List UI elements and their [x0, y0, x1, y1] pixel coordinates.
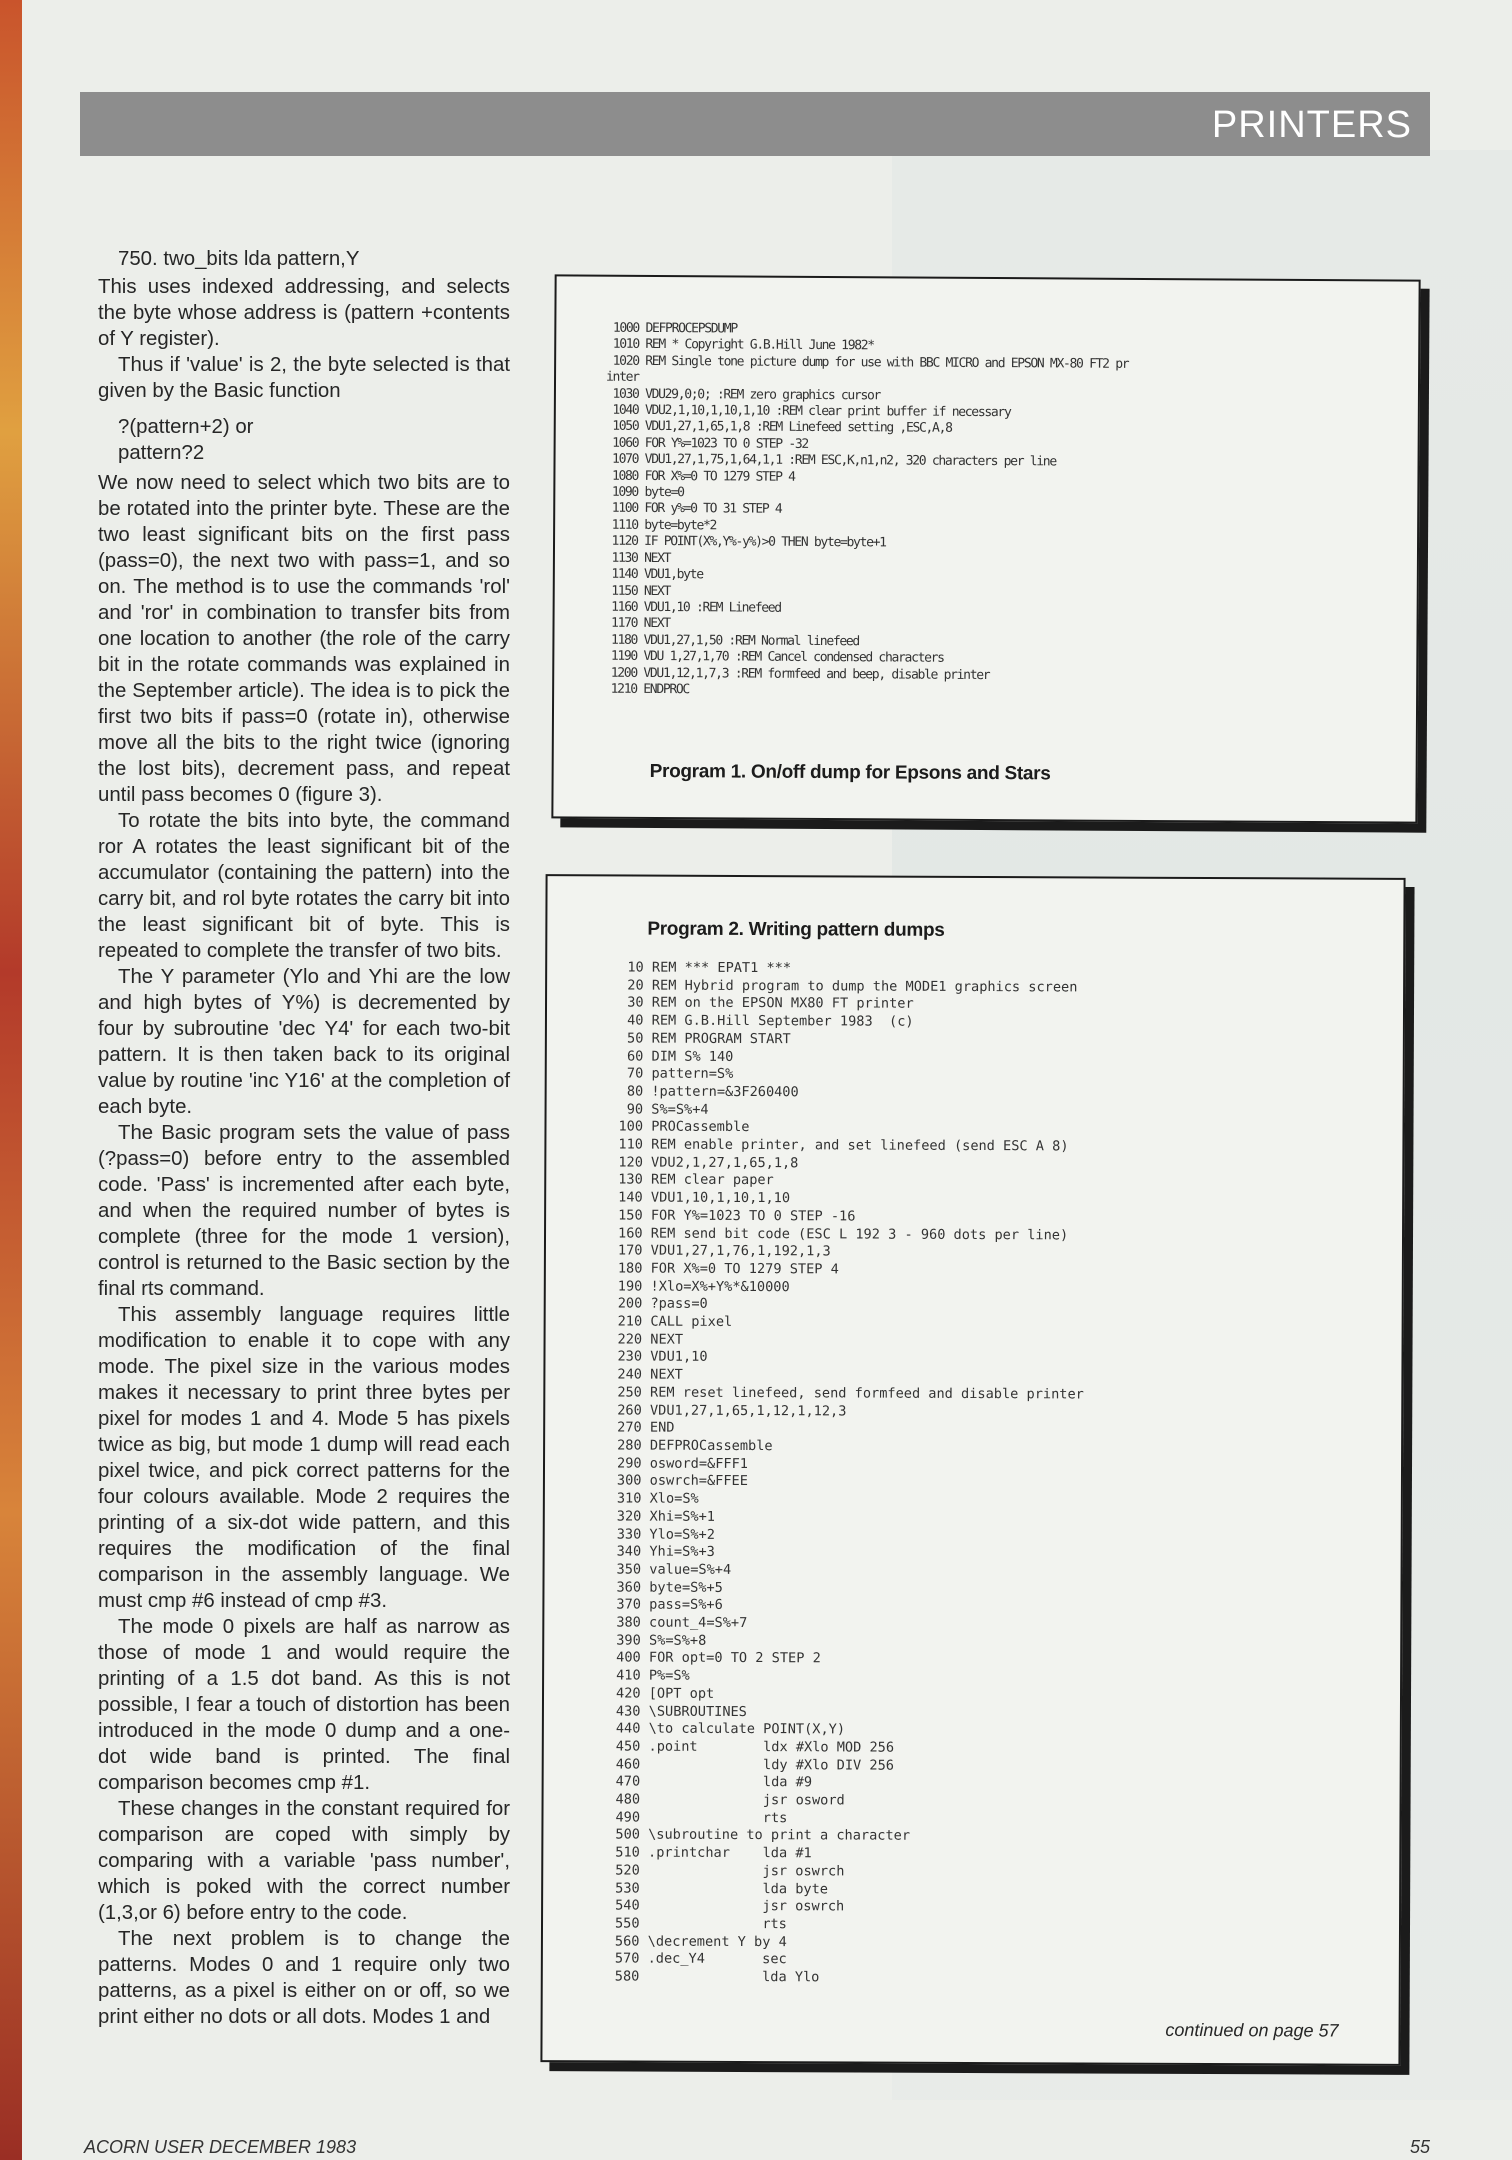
code-line: 1050 VDU1,27,1,65,1,8 :REM Linefeed setting ,ESC,A,8 [605, 419, 952, 437]
code-line: 230 VDU1,10 [617, 1348, 708, 1366]
code-line: 1080 FOR X%=0 TO 1279 STEP 4 [605, 468, 795, 485]
code-line: 550 rts [614, 1915, 787, 1933]
code-line: 1110 byte=byte*2 [605, 517, 717, 534]
code-line: 480 jsr osword [615, 1791, 845, 1809]
code-line: 80 !pattern=&3F260400 [618, 1083, 799, 1101]
code-line: 390 S%=S%+8 [616, 1632, 707, 1649]
section-header-bar [80, 92, 1430, 156]
code-line: 520 jsr oswrch [615, 1862, 845, 1880]
code-line: 220 NEXT [617, 1331, 684, 1348]
code-line: 270 END [617, 1419, 675, 1436]
article-paragraph: Thus if 'value' is 2, the byte selected is that given by the Basic function [98, 354, 510, 402]
code-line: 580 lda Ylo [614, 1968, 820, 1986]
code-line: 1030 VDU29,0;0; :REM zero graphics cursor [605, 386, 881, 403]
code-line: 1210 ENDPROC [604, 681, 690, 698]
program-2-code [615, 959, 1086, 1988]
code-line: 1100 FOR y%=0 TO 31 STEP 4 [605, 501, 782, 518]
code-line: 1060 FOR Y%=1023 TO 0 STEP -32 [605, 435, 809, 452]
code-line: 160 REM send bit code (ESC L 192 3 - 960 dots per line) [617, 1224, 1069, 1243]
code-line: 130 REM clear paper [618, 1171, 774, 1189]
code-line: 530 lda byte [615, 1880, 829, 1897]
code-line: 1040 VDU2,1,10,1,10,1,10 :REM clear print buffer if necessary [605, 402, 1011, 421]
code-line: 350 value=S%+4 [616, 1561, 732, 1578]
code-line: 1020 REM Single tone picture dump for use with BBC MICRO and EPSON MX-80 FT2 pr [606, 353, 1129, 372]
code-line: 1180 VDU1,27,1,50 :REM Normal linefeed [604, 632, 860, 649]
code-line: 400 FOR opt=0 TO 2 STEP 2 [616, 1649, 821, 1667]
code-line: 210 CALL pixel [617, 1313, 733, 1331]
code-line: 300 oswrch=&FFEE [616, 1472, 748, 1490]
code-line: 1190 VDU 1,27,1,70 :REM Cancel condensed characters [604, 648, 944, 666]
footer-publication: ACORN USER DECEMBER 1983 [84, 2137, 357, 2157]
code-line: 40 REM G.B.Hill September 1983 (c) [618, 1012, 914, 1030]
code-line: 50 REM PROGRAM START [618, 1030, 791, 1048]
code-line: 360 byte=S%+5 [616, 1579, 723, 1596]
code-line: 120 VDU2,1,27,1,65,1,8 [618, 1154, 799, 1171]
code-line: 30 REM on the EPSON MX80 FT printer [619, 994, 914, 1013]
article-paragraph: The Y parameter (Ylo and Yhi are the low and high bytes of Y%) is decremented by four by subroutine 'dec Y4' for each two-bit pattern. It is then taken back to its original value by routine 'inc Y16' at the completion of each byte. [98, 966, 510, 1118]
program-1-code [604, 321, 1128, 702]
continued-note: continued on page 57 [1165, 2019, 1339, 2041]
code-line: 340 Yhi=S%+3 [616, 1543, 715, 1561]
code-line: 420 [OPT opt [615, 1685, 715, 1702]
code-line: 250 REM reset linefeed, send formfeed and disable printer [617, 1384, 1084, 1403]
article-code-line: pattern?2 [118, 442, 205, 464]
code-line: 1010 REM * Copyright G.B.Hill June 1982* [606, 337, 874, 354]
code-line: 90 S%=S%+4 [618, 1101, 709, 1118]
code-line: 1090 byte=0 [605, 484, 684, 501]
code-line: 1150 NEXT [604, 583, 671, 599]
code-line: 110 REM enable printer, and set linefeed (send ESC A 8) [618, 1136, 1069, 1155]
code-line: 510 .printchar lda #1 [615, 1844, 812, 1862]
code-line: inter [605, 369, 639, 386]
page-edge-decoration [0, 0, 22, 2160]
code-line: 70 pattern=S% [618, 1065, 734, 1083]
code-line: 430 \SUBROUTINES [615, 1702, 747, 1720]
code-line: 260 VDU1,27,1,65,1,12,1,12,3 [617, 1402, 847, 1420]
article-paragraph: This uses indexed addressing, and selects the byte whose address is (pattern +contents of Y register). [98, 276, 510, 350]
program-1-caption: Program 1. On/off dump for Epsons and Stars [649, 760, 1051, 785]
code-line: 290 osword=&FFF1 [616, 1455, 749, 1472]
article-paragraph: We now need to select which two bits are to be rotated into the printer byte. These are the two least significant bits on the first pass (pass=0), the next two with pass=1, and so on. The method is to use the commands 'rol' and 'ror' in combination to transfer bits from one location to another (the role of the carry bit in the rotate commands was explained in the September article). The idea is to pick the first two bits if pass=0 (rotate in), otherwise move all the bits to the right twice (ignoring the lost bits), decrement pass, and repeat until pass becomes 0 (figure 3). [98, 472, 510, 806]
code-line: 1120 IF POINT(X%,Y%-y%)>0 THEN byte=byte+1 [604, 533, 886, 551]
program-1-listing-box [551, 274, 1420, 823]
code-line: 370 pass=S%+6 [616, 1596, 723, 1614]
code-line: 380 count_4=S%+7 [616, 1614, 748, 1632]
article-paragraph: This assembly language requires little modification to enable it to cope with any mode. The pixel size in the various modes makes it necessary to print three bytes per pixel for modes 1 and 4. Mode 5 has pixels twice as big, but mode 1 dump will read each pixel twice, and pick correct patterns for the four colours available. Mode 2 requires the printing of a six-dot wide pattern, and this requires the modification of the final comparison in the assembly language. We must cmp #6 instead of cmp #3. [98, 1304, 510, 1612]
code-line: 440 \to calculate POINT(X,Y) [615, 1720, 846, 1738]
code-line: 190 !Xlo=X%+Y%*&10000 [617, 1278, 790, 1295]
code-line: 450 .point ldx #Xlo MOD 256 [615, 1738, 895, 1756]
code-line: 570 .dec_Y4 sec [614, 1950, 787, 1968]
code-line: 100 PROCassemble [618, 1118, 750, 1136]
article-paragraph: The next problem is to change the patterns. Modes 0 and 1 require only two patterns, as a pixel is either on or off, so we print either no dots or all dots. Modes 1 and [98, 1928, 510, 2028]
program-2-listing-box [540, 874, 1405, 2066]
code-line: 10 REM *** EPAT1 *** [619, 959, 792, 977]
article-column [98, 242, 510, 2030]
code-line: 1070 VDU1,27,1,75,1,64,1,1 :REM ESC,K,n1,n2, 320 characters per line [605, 451, 1056, 470]
article-paragraph: To rotate the bits into byte, the command ror A rotates the least significant bit of the accumulator (containing the pattern) into the carry bit, and rol byte rotates the carry bit into the least significant bit of byte. This is repeated to complete the transfer of two bits. [98, 810, 510, 962]
code-line: 540 jsr oswrch [615, 1897, 845, 1915]
code-line: 1200 VDU1,12,1,7,3 :REM formfeed and beep, disable printer [604, 665, 990, 683]
code-line: 170 VDU1,27,1,76,1,192,1,3 [617, 1242, 831, 1260]
article-paragraph: These changes in the constant required for comparison are coped with simply by comparing with a variable 'pass number', which is poked with the correct number (1,3,or 6) before entry to the code. [98, 1798, 510, 1924]
code-line: 140 VDU1,10,1,10,1,10 [618, 1189, 791, 1207]
code-line: 1170 NEXT [604, 615, 670, 632]
code-line: 280 DEFPROCassemble [617, 1437, 773, 1455]
article-paragraph: The Basic program sets the value of pass (?pass=0) before entry to the assembled code. 'Pass' is incremented after each byte, and when the required number of bytes is complete (three for the mode 1 version), control is returned to the Basic section by the final rts command. [98, 1122, 510, 1300]
code-line: 470 lda #9 [615, 1773, 813, 1791]
code-line: 310 Xlo=S% [616, 1490, 699, 1507]
code-line: 240 NEXT [617, 1366, 683, 1383]
article-paragraph: The mode 0 pixels are half as narrow as those of mode 1 and would require the printing of a 1.5 dot band. As this is not possible, I fear a touch of distortion has been introduced in the mode 0 dump and a one-dot wide band is printed. The final comparison becomes cmp #1. [98, 1616, 510, 1794]
code-line: 200 ?pass=0 [617, 1295, 708, 1313]
code-line: 460 ldy #Xlo DIV 256 [615, 1756, 895, 1774]
code-line: 150 FOR Y%=1023 TO 0 STEP -16 [618, 1207, 856, 1225]
article-code-line: ?(pattern+2) or [118, 416, 254, 438]
code-line: 1130 NEXT [604, 550, 671, 566]
code-line: 60 DIM S% 140 [618, 1047, 734, 1065]
code-line: 410 P%=S% [616, 1667, 690, 1684]
code-line: 560 \decrement Y by 4 [614, 1933, 787, 1950]
code-line: 490 rts [615, 1809, 788, 1826]
code-line: 20 REM Hybrid program to dump the MODE1 graphics screen [619, 977, 1078, 996]
section-title: PRINTERS [1211, 104, 1412, 146]
code-line: 330 Ylo=S%+2 [616, 1525, 715, 1543]
page-number: 55 [1410, 2137, 1431, 2157]
code-line: 180 FOR X%=0 TO 1279 STEP 4 [617, 1260, 839, 1278]
code-line: 500 \subroutine to print a character [615, 1826, 911, 1845]
program-2-caption: Program 2. Writing pattern dumps [647, 918, 945, 941]
code-line: 1160 VDU1,10 :REM Linefeed [604, 599, 781, 616]
code-line: 1000 DEFPROCEPSDUMP [606, 320, 737, 337]
article-code-line: 750. two_bits lda pattern,Y [118, 248, 360, 270]
code-line: 320 Xhi=S%+1 [616, 1508, 716, 1525]
code-line: 1140 VDU1,byte [604, 566, 703, 583]
